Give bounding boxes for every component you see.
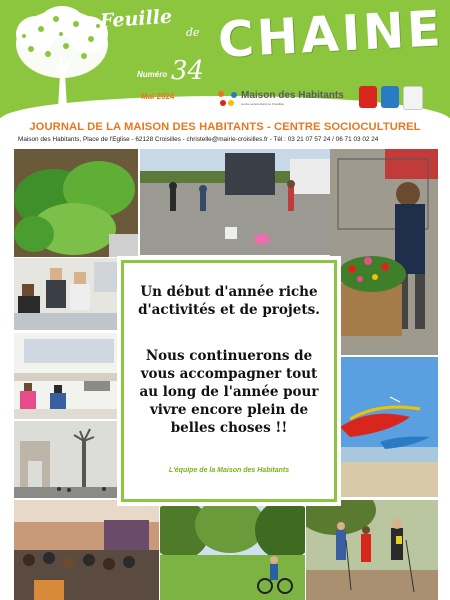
card-title-line: Un début d'année riche: [140, 284, 318, 300]
issue-date: Mai 2024: [141, 92, 175, 101]
maison-des-habitants-logo: [215, 88, 350, 110]
issue-number: 34: [171, 56, 205, 86]
issue-label: Numéro: [137, 70, 168, 79]
photo-office-group: [14, 258, 122, 330]
photo-flower-planter: [330, 149, 438, 355]
card-title: [124, 283, 334, 319]
card-body-line: belles choses !!: [170, 420, 288, 436]
masthead-feuille: Feuille: [99, 5, 173, 33]
journal-subtitle: JOURNAL DE LA MAISON DES HABITANTS - CENTRE SOCIOCULTUREL: [29, 121, 421, 133]
people-icon: [215, 88, 239, 110]
masthead-de: de: [186, 26, 200, 39]
message-card: [121, 260, 337, 502]
photo-hall-audience: [14, 500, 159, 600]
photo-arc-de-triomphe: [14, 421, 122, 498]
photo-classroom: [14, 333, 122, 419]
photo-park-child-bike: [160, 500, 305, 600]
photo-garden-planting: [140, 149, 330, 255]
card-body-line: au long de l'année pour: [139, 384, 319, 400]
masthead-title: CHAINE: [216, 0, 445, 69]
card-signature: L'équipe de la Maison des Habitants: [168, 467, 290, 474]
photo-lettuce: [14, 149, 138, 257]
photo-nordic-walk: [306, 500, 438, 600]
partner-caf-icon: [381, 86, 399, 108]
card-title-line: d'activités et de projets.: [138, 302, 320, 318]
card-body-line: Nous continuerons de: [145, 348, 313, 364]
partner-region-icon: [403, 86, 423, 110]
logo-name: Maison des Habitants: [241, 90, 344, 101]
photo-kites-beach: [330, 357, 438, 497]
card-body-line: vous accompagner tout: [140, 366, 318, 382]
card-body: [124, 347, 334, 437]
card-body-line: vivre encore plein de: [149, 402, 309, 418]
partner-crest-icon: [359, 86, 377, 108]
contact-line: Maison des Habitants, Place de l'Eglise - 62128 Croisilles - christelle@mairie-croisilles.fr - Tél : 03 21 07 57 24 / 06 71 03 02 24: [18, 136, 379, 143]
logo-tagline: centre socioculturel de Croisilles: [241, 102, 285, 106]
